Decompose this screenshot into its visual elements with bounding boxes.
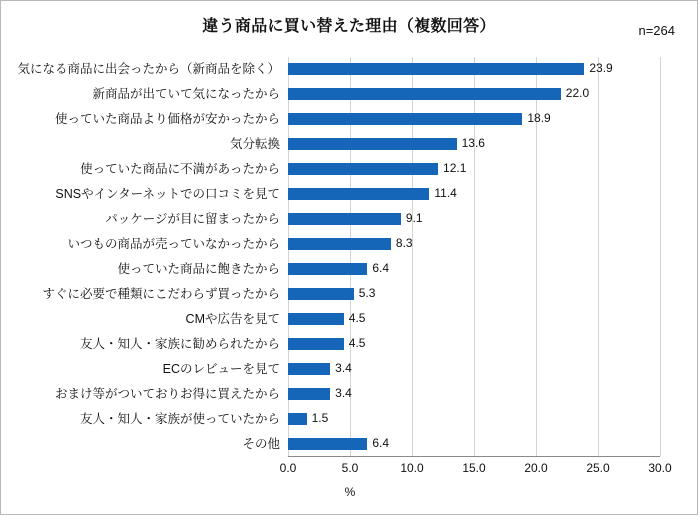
x-axis-title: % xyxy=(344,485,356,499)
bar-row[interactable] xyxy=(288,207,660,232)
x-axis-tick-label: 15.0 xyxy=(462,461,486,475)
bar-value-label: 4.5 xyxy=(348,335,366,350)
category-label: 使っていた商品に飽きたから xyxy=(117,261,280,276)
category-label: パッケージが目に留まったから xyxy=(105,212,280,227)
bar-row[interactable] xyxy=(288,157,660,182)
bar-row[interactable] xyxy=(288,132,660,157)
category-label: 友人・知人・家族が使っていたから xyxy=(79,411,280,426)
category-label: ECのレビューを見て xyxy=(162,361,280,376)
bar-value-label: 23.9 xyxy=(589,61,613,76)
bar[interactable] xyxy=(288,288,354,300)
bar-row[interactable] xyxy=(288,232,660,257)
bar-value-label: 4.5 xyxy=(348,310,366,325)
bar[interactable] xyxy=(288,338,344,350)
bar-value-label: 9.1 xyxy=(405,211,423,226)
x-axis-tick-label: 30.0 xyxy=(648,461,672,475)
bar-value-label: 13.6 xyxy=(461,136,485,151)
bar-value-label: 1.5 xyxy=(311,410,329,425)
chart-title: 違う商品に買い替えた理由（複数回答） xyxy=(202,18,496,35)
y-axis-category-labels xyxy=(1,57,288,456)
bar[interactable] xyxy=(288,63,584,75)
bar-row[interactable] xyxy=(288,82,660,107)
category-label: 新商品が出ていて気になったから xyxy=(92,87,280,102)
bar[interactable] xyxy=(288,438,367,450)
plot-area xyxy=(279,57,672,475)
category-label: 気分転換 xyxy=(229,137,280,152)
category-label: 友人・知人・家族に勧められたから xyxy=(79,336,280,351)
bar-row[interactable] xyxy=(288,406,660,431)
sample-size-annotation: n=264 xyxy=(638,23,675,38)
bar[interactable] xyxy=(288,363,330,375)
category-label: その他 xyxy=(242,436,280,451)
gridline xyxy=(660,57,661,456)
bar-value-label: 5.3 xyxy=(358,285,376,300)
bar-value-label: 3.4 xyxy=(335,385,352,400)
x-axis-tick-label: 5.0 xyxy=(341,461,359,475)
bar[interactable] xyxy=(288,238,391,250)
category-label: 気になる商品に出会ったから（新商品を除く） xyxy=(17,62,280,77)
bar[interactable] xyxy=(288,388,330,400)
bar[interactable] xyxy=(288,213,401,225)
bar-row[interactable] xyxy=(288,182,660,207)
bar[interactable] xyxy=(288,88,561,100)
bar[interactable] xyxy=(288,113,522,125)
bar-value-label: 12.1 xyxy=(443,161,467,176)
bar-row[interactable] xyxy=(288,431,660,456)
bar-value-label: 22.0 xyxy=(565,86,590,101)
bar-value-label: 6.4 xyxy=(372,435,390,450)
bar[interactable] xyxy=(288,163,438,175)
bar-row[interactable] xyxy=(288,57,660,82)
bar-row[interactable] xyxy=(288,356,660,381)
bar[interactable] xyxy=(288,413,307,425)
bar-row[interactable] xyxy=(288,381,660,406)
bar[interactable] xyxy=(288,138,457,150)
bar-value-label: 8.3 xyxy=(395,236,413,251)
bar-row[interactable] xyxy=(288,107,660,132)
bar-value-label: 18.9 xyxy=(527,111,551,126)
bar-row[interactable] xyxy=(288,281,660,306)
category-label: SNSやインターネットでの口コミを見て xyxy=(55,187,280,202)
bar-row[interactable] xyxy=(288,257,660,282)
x-axis-tick-label: 25.0 xyxy=(586,461,610,475)
category-label: 使っていた商品に不満があったから xyxy=(80,162,280,177)
bar-value-label: 11.4 xyxy=(434,186,457,201)
x-axis-tick-label: 10.0 xyxy=(400,461,424,475)
category-label: いつもの商品が売っていなかったから xyxy=(67,237,280,252)
category-label: CMや広告を見て xyxy=(185,311,280,326)
x-axis-line xyxy=(288,456,660,457)
category-label: 使っていた商品より価格が安かったから xyxy=(54,112,280,127)
bar[interactable] xyxy=(288,313,344,325)
x-axis-tick-label: 20.0 xyxy=(524,461,548,475)
bar-value-label: 3.4 xyxy=(335,360,352,375)
category-label: おまけ等がついておりお得に買えたから xyxy=(54,386,280,401)
bar[interactable] xyxy=(288,263,367,275)
bar-row[interactable] xyxy=(288,306,660,331)
x-axis-tick-label: 0.0 xyxy=(279,461,297,475)
bar-value-label: 6.4 xyxy=(372,260,390,275)
category-label: すぐに必要で種類にこだわらず買ったから xyxy=(42,286,280,301)
bar-row[interactable] xyxy=(288,331,660,356)
bar[interactable] xyxy=(288,188,429,200)
